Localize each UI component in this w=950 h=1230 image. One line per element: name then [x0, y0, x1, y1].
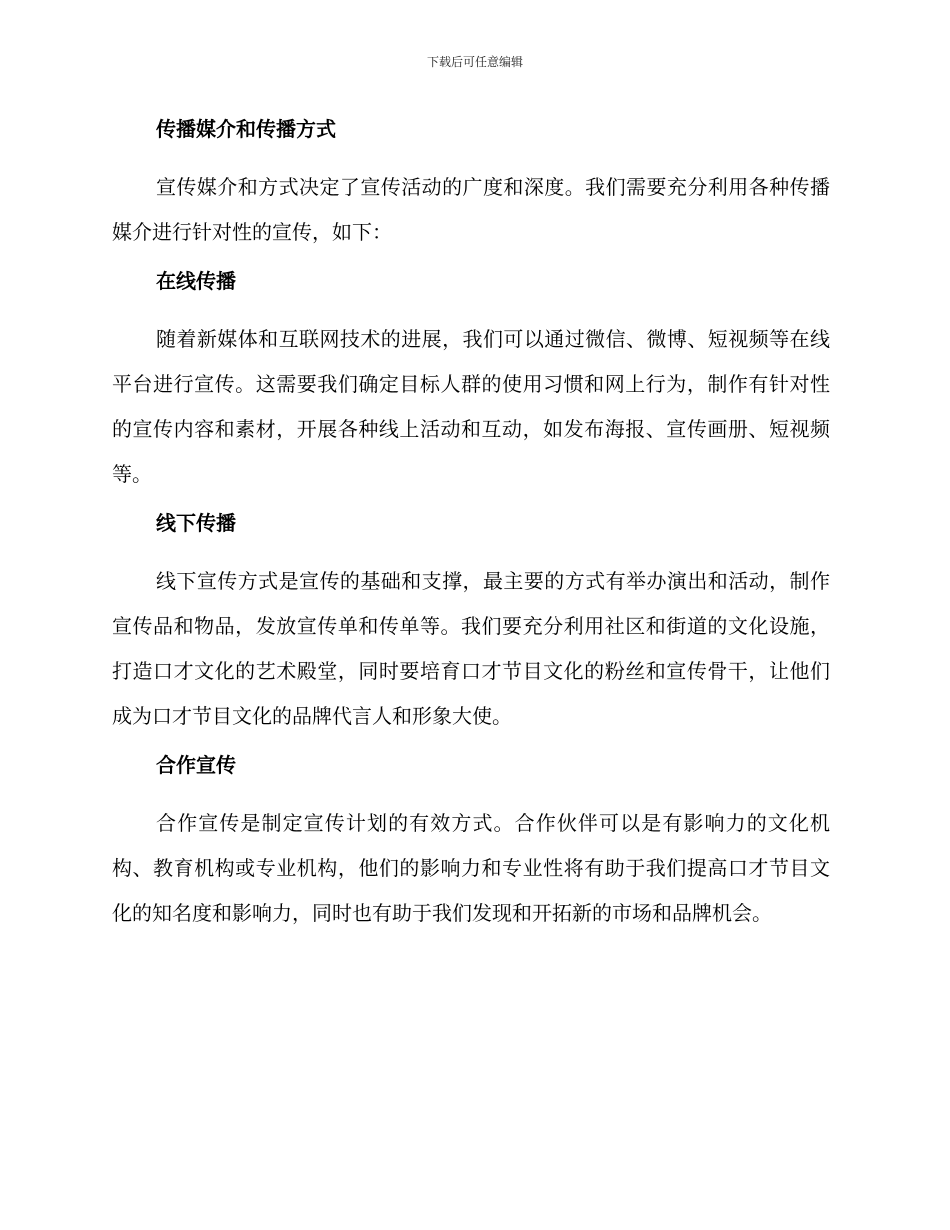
document-body [112, 112, 830, 936]
section-paragraph-online: 随着新媒体和互联网技术的进展，我们可以通过微信、微博、短视频等在线平台进行宣传。这需要我们确定目标人群的使用习惯和网上行为，制作有针对性的宣传内容和素材，开展各种线上活动和互动，如发布海报、宣传画册、短视频等。 [112, 327, 830, 486]
section-heading-online: 在线传播 [156, 269, 236, 293]
section-paragraph-cooperation: 合作宣传是制定宣传计划的有效方式。合作伙伴可以是有影响力的文化机构、教育机构或专业机构，他们的影响力和专业性将有助于我们提高口才节目文化的知名度和影响力，同时也有助于我们发现和开拓新的市场和品牌机会。 [112, 811, 830, 925]
section-heading-media: 传播媒介和传播方式 [156, 117, 336, 141]
section-heading-cooperation: 合作宣传 [156, 753, 236, 777]
page-header-note: 下载后可任意编辑 [426, 55, 523, 69]
section-paragraph-offline: 线下宣传方式是宣传的基础和支撑，最主要的方式有举办演出和活动，制作宣传品和物品，发放宣传单和传单等。我们要充分利用社区和街道的文化设施，打造口才文化的艺术殿堂，同时要培育口才节目文化的粉丝和宣传骨干，让他们成为口才节目文化的品牌代言人和形象大使。 [112, 569, 830, 728]
section-paragraph-media: 宣传媒介和方式决定了宣传活动的广度和深度。我们需要充分利用各种传播媒介进行针对性的宣传，如下： [112, 175, 830, 244]
section-heading-offline: 线下传播 [156, 511, 236, 535]
